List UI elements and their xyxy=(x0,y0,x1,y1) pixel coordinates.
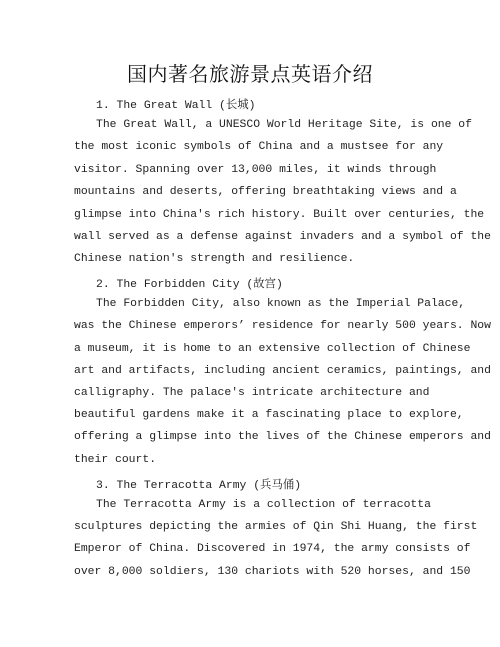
paragraph-line: sculptures depicting the armies of Qin Shi Huang, the first xyxy=(74,521,478,533)
paragraph-line: The Forbidden City, also known as the Imperial Palace, xyxy=(96,298,466,310)
paragraph-line: offering a glimpse into the lives of the Chinese emperors and xyxy=(74,431,491,443)
paragraph-line: Chinese nation's strength and resilience. xyxy=(74,253,355,265)
paragraph-line: was the Chinese emperors’ residence for nearly 500 years. Now xyxy=(74,320,491,332)
paragraph-line: calligraphy. The palace's intricate architecture and xyxy=(74,387,430,399)
paragraph-line: The Terracotta Army is a collection of terracotta xyxy=(96,499,431,511)
paragraph-line: their court. xyxy=(74,454,157,466)
paragraph-line: beautiful gardens make it a fascinating place to explore, xyxy=(74,409,464,421)
section-heading-terracotta-army: 3. The Terracotta Army (兵马俑) xyxy=(96,480,302,492)
paragraph-line: over 8,000 soldiers, 130 chariots with 520 horses, and 150 xyxy=(74,566,471,578)
paragraph-line: Emperor of China. Discovered in 1974, the army consists of xyxy=(74,543,471,555)
section-heading-great-wall: 1. The Great Wall (长城) xyxy=(96,100,256,112)
page-title: 国内著名旅游景点英语介绍 xyxy=(127,62,373,86)
paragraph-line: a museum, it is home to an extensive collection of Chinese xyxy=(74,343,471,355)
paragraph-line: visitor. Spanning over 13,000 miles, it winds through xyxy=(74,164,437,176)
paragraph-line: mountains and deserts, offering breathtaking views and a xyxy=(74,186,457,198)
paragraph-line: glimpse into China's rich history. Built over centuries, the xyxy=(74,209,485,221)
paragraph-line: wall served as a defense against invaders and a symbol of the xyxy=(74,231,491,243)
section-heading-forbidden-city: 2. The Forbidden City (故宫) xyxy=(96,279,283,291)
paragraph-line: art and artifacts, including ancient ceramics, paintings, and xyxy=(74,365,491,377)
paragraph-line: The Great Wall, a UNESCO World Heritage Site, is one of xyxy=(96,119,472,131)
paragraph-line: the most iconic symbols of China and a mustsee for any xyxy=(74,141,444,153)
